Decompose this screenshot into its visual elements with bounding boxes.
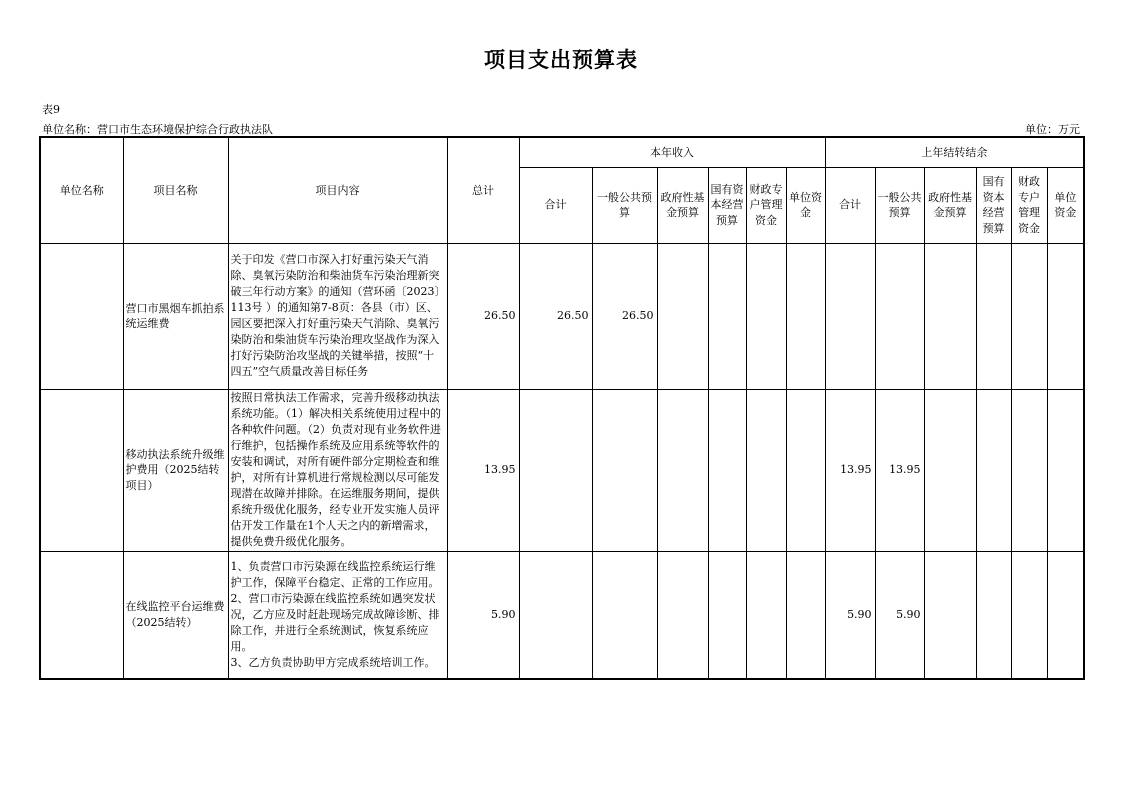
cell-unit-fund <box>786 389 825 551</box>
header-fiscal-special: 财政专户管理资金 <box>746 167 786 243</box>
cell-prior-unit-fund <box>1047 551 1084 679</box>
cell-prior-general-public <box>875 243 924 389</box>
header-state-capital: 国有资本经营预算 <box>708 167 746 243</box>
cell-content: 关于印发《营口市深入打好重污染天气消除、臭氧污染防治和柴油货车污染治理新突破三年行动方案》的通知（营环函〔2023〕113号 ）的通知第7-8页：各县（市）区、园区要把深入打好重污染天气消除、臭氧污染防治和柴油货车污染治理攻坚战作为深入打好污染防治攻坚战的关键举措，按照“十四五”空气质量改善目标任务 <box>228 243 447 389</box>
header-project-content: 项目内容 <box>228 137 447 243</box>
cell-unit <box>40 243 123 389</box>
cell-prior-subtotal: 13.95 <box>825 389 875 551</box>
header-prior-unit-fund: 单位资金 <box>1047 167 1084 243</box>
cell-prior-subtotal <box>825 243 875 389</box>
cell-prior-gov-fund <box>924 551 976 679</box>
header-unit-name: 单位名称 <box>40 137 123 243</box>
header-prior-gov-fund: 政府性基金预算 <box>924 167 976 243</box>
header-unit-fund: 单位资金 <box>786 167 825 243</box>
cell-prior-general-public: 13.95 <box>875 389 924 551</box>
cell-general-public: 26.50 <box>592 243 657 389</box>
header-row-1 <box>40 137 1084 167</box>
header-total: 总计 <box>447 137 519 243</box>
cell-prior-general-public: 5.90 <box>875 551 924 679</box>
cell-prior-fiscal-special <box>1011 389 1047 551</box>
header-current-income: 本年收入 <box>519 137 825 167</box>
header-gov-fund: 政府性基金预算 <box>657 167 708 243</box>
cell-fiscal-special <box>746 389 786 551</box>
cell-unit-fund <box>786 551 825 679</box>
cell-project: 营口市黑烟车抓拍系统运维费 <box>123 243 228 389</box>
cell-unit <box>40 389 123 551</box>
header-prior-general-public: 一般公共预算 <box>875 167 924 243</box>
cell-fiscal-special <box>746 243 786 389</box>
cell-prior-fiscal-special <box>1011 551 1047 679</box>
cell-prior-state-capital <box>976 243 1011 389</box>
table-row <box>40 389 1084 551</box>
cell-unit <box>40 551 123 679</box>
header-subtotal: 合计 <box>519 167 592 243</box>
cell-fiscal-special <box>746 551 786 679</box>
cell-content: 1、负责营口市污染源在线监控系统运行维护工作，保障平台稳定、正常的工作应用。 2、营口市污染源在线监控系统如遇突发状况，乙方应及时赶赴现场完成故障诊断、排除工作，并进行全系统测试，恢复系统应用。 3、乙方负责协助甲方完成系统培训工作。 <box>228 551 447 679</box>
cell-total: 26.50 <box>447 243 519 389</box>
table-row <box>40 243 1084 389</box>
header-prior-fiscal-special: 财政专户管理资金 <box>1011 167 1047 243</box>
cell-general-public <box>592 551 657 679</box>
cell-prior-state-capital <box>976 551 1011 679</box>
cell-state-capital <box>708 389 746 551</box>
cell-prior-fiscal-special <box>1011 243 1047 389</box>
page-title: 项目支出预算表 <box>484 48 638 72</box>
cell-total: 5.90 <box>447 551 519 679</box>
budget-table <box>39 136 1085 680</box>
cell-prior-unit-fund <box>1047 243 1084 389</box>
unit-name-label: 单位名称：营口市生态环境保护综合行政执法队 <box>42 123 273 136</box>
cell-prior-subtotal: 5.90 <box>825 551 875 679</box>
table-row <box>40 551 1084 679</box>
cell-subtotal <box>519 551 592 679</box>
cell-state-capital <box>708 551 746 679</box>
header-prior-balance: 上年结转结余 <box>825 137 1084 167</box>
header-prior-subtotal: 合计 <box>825 167 875 243</box>
cell-general-public <box>592 389 657 551</box>
cell-unit-fund <box>786 243 825 389</box>
cell-gov-fund <box>657 551 708 679</box>
cell-prior-gov-fund <box>924 389 976 551</box>
cell-prior-unit-fund <box>1047 389 1084 551</box>
cell-prior-gov-fund <box>924 243 976 389</box>
cell-subtotal: 26.50 <box>519 243 592 389</box>
cell-project: 在线监控平台运维费（2025结转） <box>123 551 228 679</box>
header-prior-state-capital: 国有资本经营预算 <box>976 167 1011 243</box>
currency-unit-label: 单位：万元 <box>1025 123 1080 136</box>
cell-prior-state-capital <box>976 389 1011 551</box>
header-general-public: 一般公共预算 <box>592 167 657 243</box>
table-number: 表9 <box>42 103 60 116</box>
cell-project: 移动执法系统升级维护费用（2025结转项目） <box>123 389 228 551</box>
header-project-name: 项目名称 <box>123 137 228 243</box>
cell-gov-fund <box>657 389 708 551</box>
cell-subtotal <box>519 389 592 551</box>
cell-content: 按照日常执法工作需求，完善升级移动执法系统功能。（1）解决相关系统使用过程中的各种软件问题。（2）负责对现有业务软件进行维护，包括操作系统及应用系统等软件的安装和调试，对所有硬件部分定期检查和维护，对所有计算机进行常规检测以尽可能发现潜在故障并排除。在运维服务期间，提供系统升级优化服务，经专业开发实施人员评估开发工作量在1个人天之内的新增需求，提供免费升级优化服务。 <box>228 389 447 551</box>
cell-state-capital <box>708 243 746 389</box>
cell-total: 13.95 <box>447 389 519 551</box>
cell-gov-fund <box>657 243 708 389</box>
